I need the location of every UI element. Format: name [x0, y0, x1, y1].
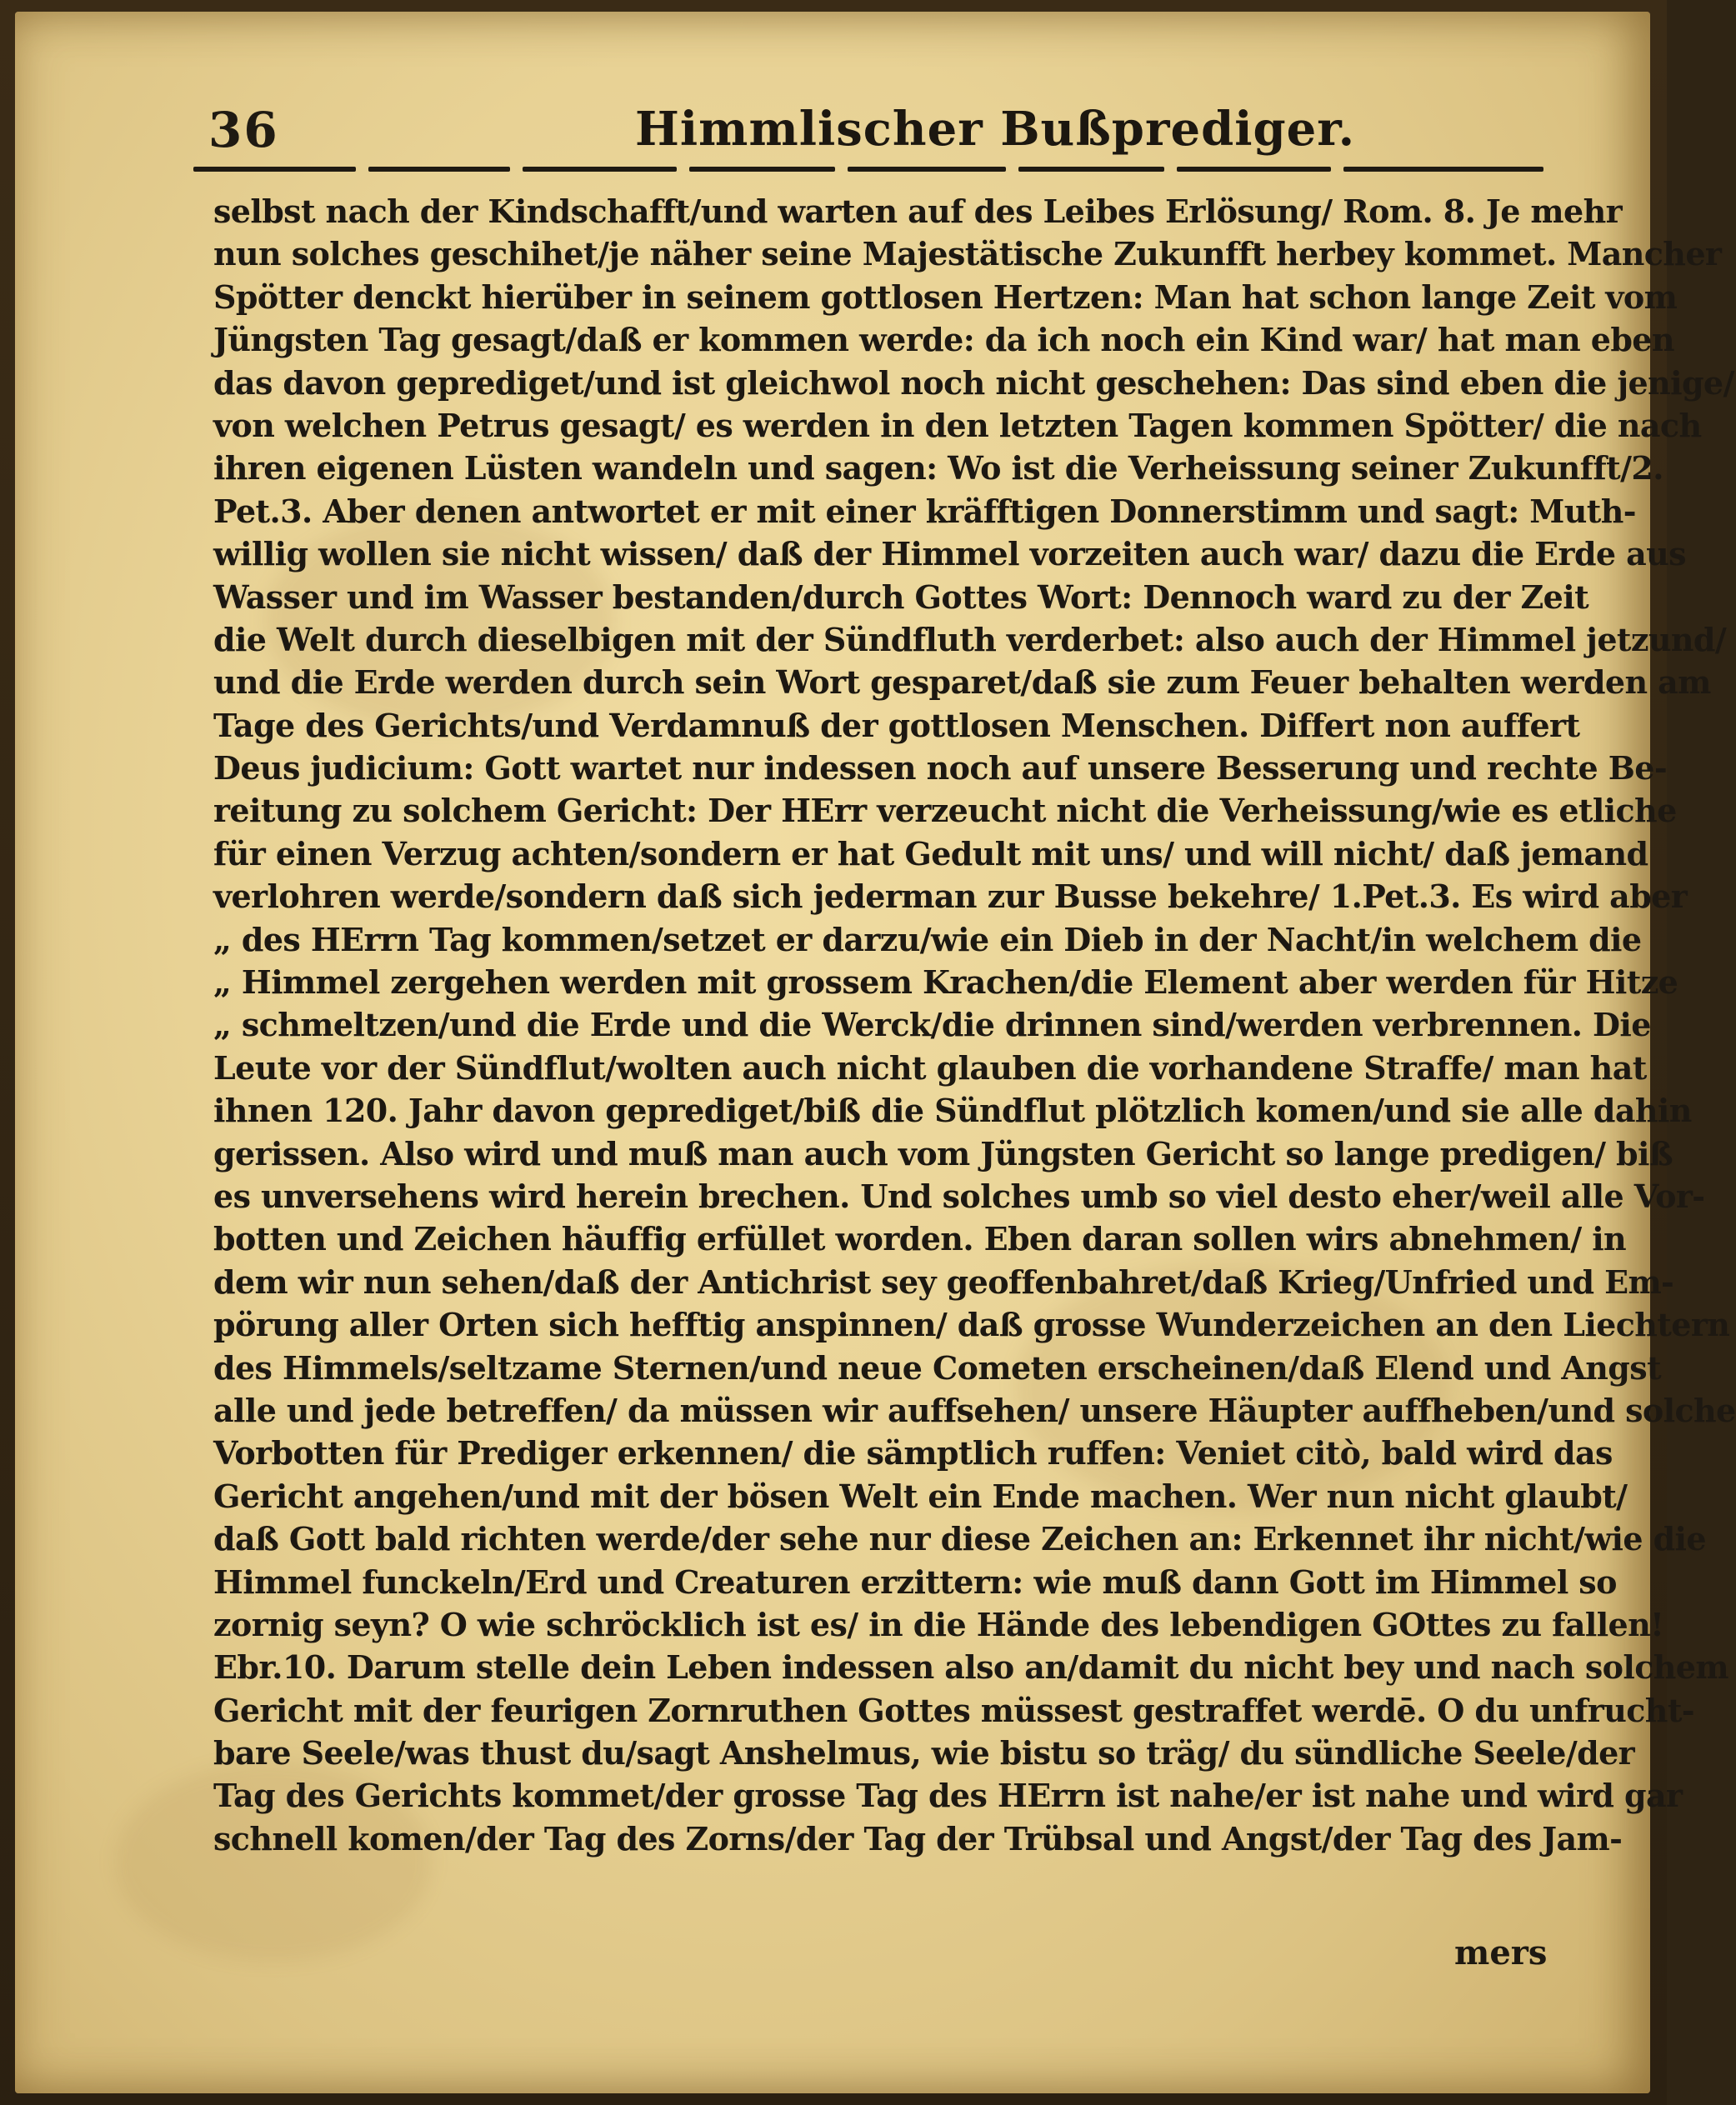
- text-line: von welchen Petrus gesagt/ es werden in den letzten Tagen kommen Spötter/ die nach: [213, 406, 1702, 444]
- text-line: selbst nach der Kindschafft/und warten auf des Leibes Erlösung/ Rom. 8. Je mehr: [213, 192, 1623, 230]
- text-line: die Welt durch dieselbigen mit der Sündfluth verderbet: also auch der Himmel jetzund/: [213, 620, 1727, 658]
- text-line: es unversehens wird herein brechen. Und solches umb so viel desto eher/weil alle Vor-: [213, 1177, 1705, 1215]
- text-line: für einen Verzug achten/sondern er hat Gedult mit uns/ und will nicht/ daß jemand: [213, 834, 1648, 872]
- running-title: Himmlischer Bußprediger.: [635, 102, 1356, 157]
- page-header: [193, 98, 1568, 173]
- text-line: dem wir nun sehen/daß der Antichrist sey geoffenbahret/daß Krieg/Unfried und Em-: [213, 1262, 1674, 1301]
- text-line: Pet.3. Aber denen antwortet er mit einer kräfftigen Donnerstimm und sagt: Muth-: [213, 492, 1636, 530]
- page-number: 36: [208, 102, 279, 158]
- text-line: „ des HErrn Tag kommen/setzet er darzu/wie ein Dieb in der Nacht/in welchem die: [213, 920, 1642, 958]
- text-line: Deus judicium: Gott wartet nur indessen noch auf unsere Besserung und rechte Be-: [213, 749, 1667, 788]
- text-line: Jüngsten Tag gesagt/daß er kommen werde: da ich noch ein Kind war/ hat man eben: [213, 321, 1674, 359]
- text-line: Tage des Gerichts/und Verdamnuß der gottlosen Menschen. Differt non auffert: [213, 706, 1580, 744]
- text-line: botten und Zeichen häuffig erfüllet worden. Eben daran sollen wirs abnehmen/ in: [213, 1220, 1627, 1258]
- text-line: daß Gott bald richten werde/der sehe nur diese Zeichen an: Erkennet ihr nicht/wie die: [213, 1520, 1706, 1558]
- text-line: Gericht mit der feurigen Zornruthen Gottes müssest gestraffet werdē. O du unfrucht-: [213, 1691, 1694, 1729]
- text-line: gerissen. Also wird und muß man auch vom Jüngsten Gericht so lange predigen/ biß: [213, 1134, 1673, 1172]
- text-line: reitung zu solchem Gericht: Der HErr verzeucht nicht die Verheissung/wie es etliche: [213, 792, 1677, 830]
- text-line: Vorbotten für Prediger erkennen/ die sämptlich ruffen: Veniet citò, bald wird das: [213, 1434, 1613, 1472]
- text-line: ihren eigenen Lüsten wandeln und sagen: Wo ist die Verheissung seiner Zukunfft/2.: [213, 449, 1663, 488]
- text-line: Spötter denckt hierüber in seinem gottlosen Hertzen: Man hat schon lange Zeit vom: [213, 278, 1678, 316]
- text-line: Wasser und im Wasser bestanden/durch Gottes Wort: Dennoch ward zu der Zeit: [213, 578, 1589, 616]
- text-line: bare Seele/was thust du/sagt Anshelmus, wie bistu so träg/ du sündliche Seele/der: [213, 1734, 1635, 1772]
- catchword: mers: [1454, 1933, 1548, 1972]
- text-line: alle und jede betreffen/ da müssen wir auffsehen/ unsere Häupter auffheben/und solche: [213, 1391, 1736, 1429]
- text-line: „ schmeltzen/und die Erde und die Werck/die drinnen sind/werden verbrennen. Die: [213, 1006, 1651, 1044]
- header-rule: [193, 167, 1543, 178]
- text-line: willig wollen sie nicht wissen/ daß der Himmel vorzeiten auch war/ dazu die Erde aus: [213, 535, 1686, 573]
- body-text: [213, 190, 1736, 1860]
- text-line: Tag des Gerichts kommet/der grosse Tag des HErrn ist nahe/er ist nahe und wird gar: [213, 1777, 1683, 1815]
- text-line: verlohren werde/sondern daß sich jederman zur Busse bekehre/ 1.Pet.3. Es wird aber: [213, 878, 1688, 916]
- text-line: Leute vor der Sündflut/wolten auch nicht glauben die vorhandene Straffe/ man hat: [213, 1048, 1647, 1087]
- text-line: das davon geprediget/und ist gleichwol noch nicht geschehen: Das sind eben die jenige/: [213, 363, 1734, 402]
- text-line: und die Erde werden durch sein Wort gesparet/daß sie zum Feuer behalten werden am: [213, 663, 1711, 702]
- text-line: Gericht angehen/und mit der bösen Welt ein Ende machen. Wer nun nicht glaubt/: [213, 1477, 1628, 1515]
- text-line: zornig seyn? O wie schröcklich ist es/ in die Hände des lebendigen GOttes zu fallen!: [213, 1605, 1664, 1643]
- text-line: Himmel funckeln/Erd und Creaturen erzittern: wie muß dann Gott im Himmel so: [213, 1562, 1617, 1601]
- text-line: des Himmels/seltzame Sternen/und neue Cometen erscheinen/daß Elend und Angst: [213, 1348, 1662, 1387]
- text-line: nun solches geschihet/je näher seine Majestätische Zukunfft herbey kommet. Mancher: [213, 235, 1722, 273]
- text-line: schnell komen/der Tag des Zorns/der Tag der Trübsal und Angst/der Tag des Jam-: [213, 1819, 1623, 1858]
- text-line: Ebr.10. Darum stelle dein Leben indessen also an/damit du nicht bey und nach solchem: [213, 1648, 1728, 1687]
- text-line: ihnen 120. Jahr davon geprediget/biß die Sündflut plötzlich komen/und sie alle dahin: [213, 1092, 1692, 1130]
- text-line: „ Himmel zergehen werden mit grossem Krachen/die Element aber werden für Hitze: [213, 963, 1678, 1002]
- text-line: pörung aller Orten sich hefftig anspinnen/ daß grosse Wunderzeichen an den Liechtern: [213, 1306, 1730, 1344]
